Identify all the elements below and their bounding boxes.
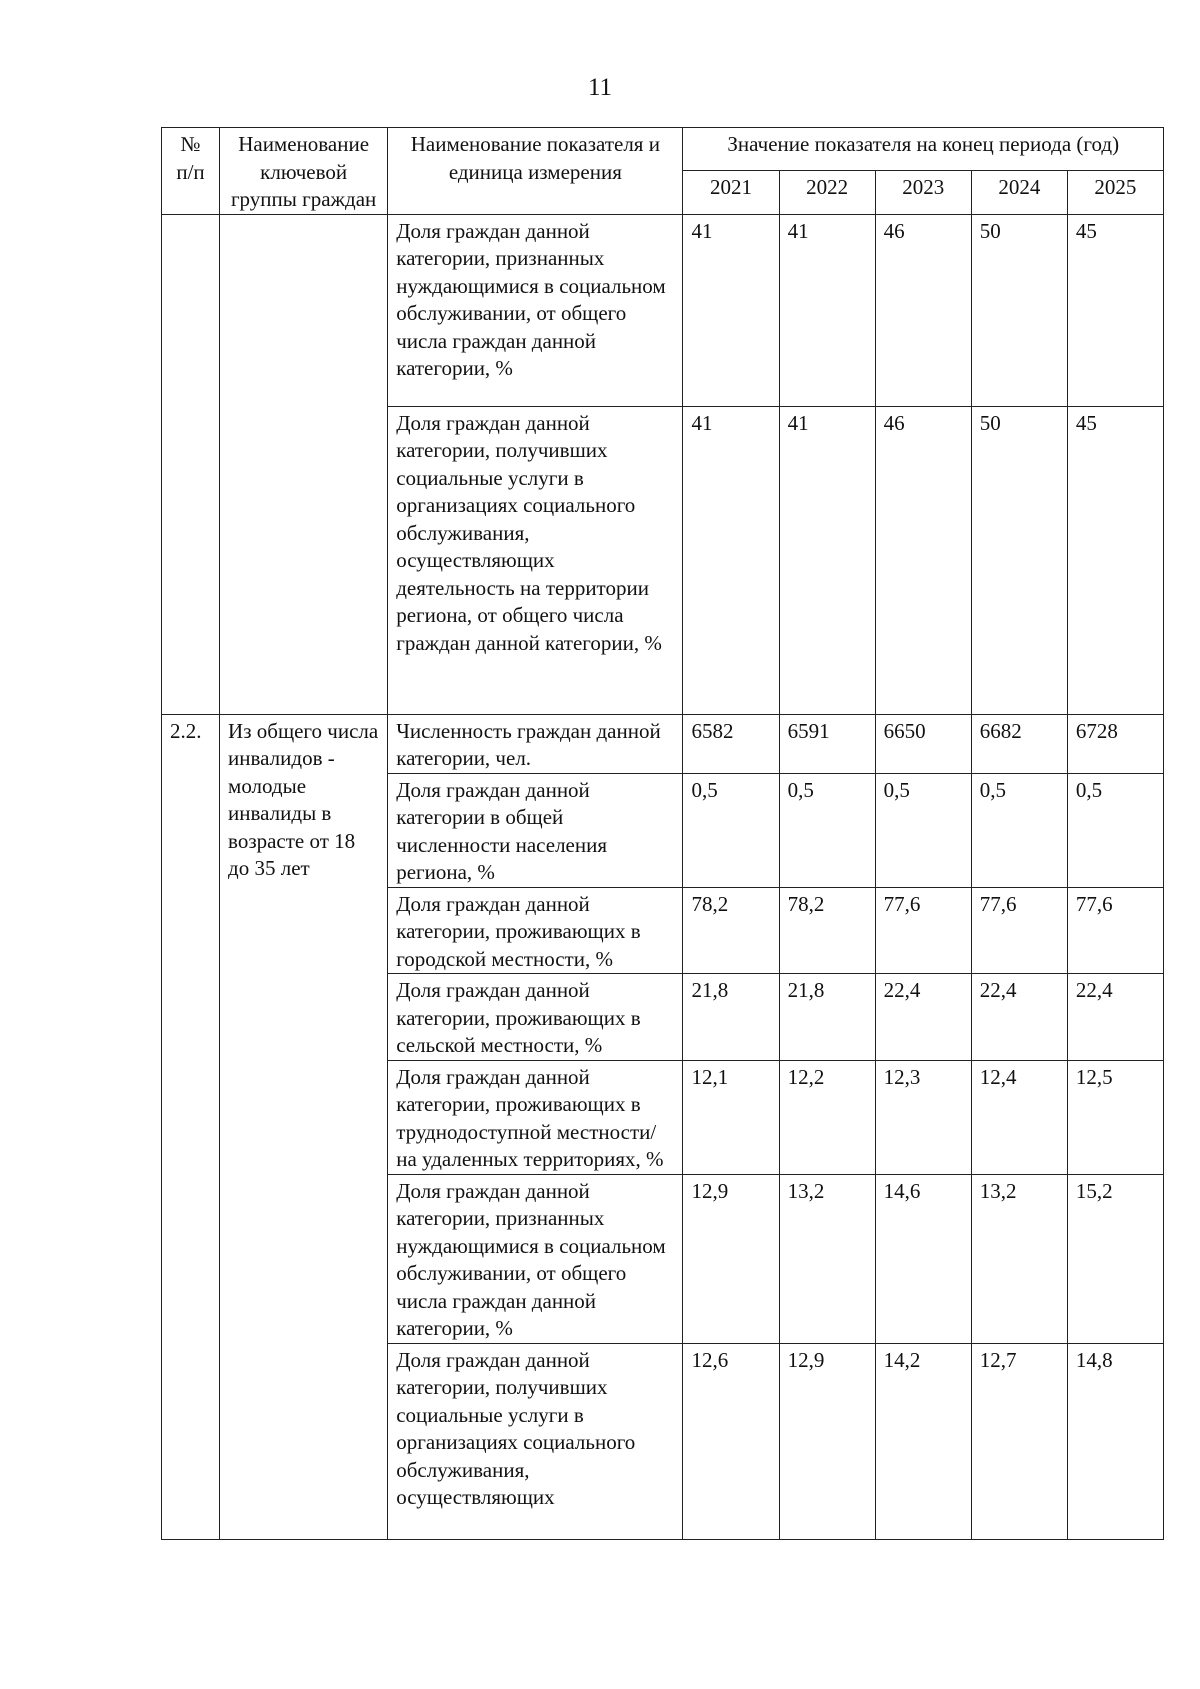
value-cell: 6728	[1067, 714, 1163, 773]
table-row	[162, 714, 1164, 773]
header-year: 2024	[971, 171, 1067, 214]
value-cell: 46	[875, 406, 971, 714]
group-cell-empty	[220, 214, 388, 714]
header-row	[162, 128, 1164, 171]
value-cell: 12,7	[971, 1343, 1067, 1539]
value-cell: 45	[1067, 406, 1163, 714]
header-year: 2022	[779, 171, 875, 214]
value-cell: 15,2	[1067, 1174, 1163, 1343]
value-cell: 0,5	[1067, 773, 1163, 887]
value-cell: 21,8	[683, 974, 779, 1061]
indicator-cell: Численность граждан данной категории, чел.	[388, 714, 683, 773]
indicator-cell: Доля граждан данной категории, проживающих в городской местности, %	[388, 887, 683, 974]
header-indicator: Наименование показателя и единица измерения	[388, 128, 683, 215]
header-group: Наименование ключевой группы граждан	[220, 128, 388, 215]
value-cell: 0,5	[971, 773, 1067, 887]
indicator-cell: Доля граждан данной категории в общей численности населения региона, %	[388, 773, 683, 887]
table-row	[162, 214, 1164, 406]
header-year: 2025	[1067, 171, 1163, 214]
value-cell: 50	[971, 406, 1067, 714]
value-cell: 12,5	[1067, 1060, 1163, 1174]
value-cell: 6650	[875, 714, 971, 773]
indicator-cell: Доля граждан данной категории, проживающих в труднодоступной местности/на удаленных территориях, %	[388, 1060, 683, 1174]
value-cell: 14,2	[875, 1343, 971, 1539]
indicator-cell: Доля граждан данной категории, получивших социальные услуги в организациях социального обслуживания, осуществляющих	[388, 1343, 683, 1539]
header-year: 2021	[683, 171, 779, 214]
indicator-cell: Доля граждан данной категории, признанных нуждающимися в социальном обслуживании, от общего числа граждан данной категории, %	[388, 214, 683, 406]
value-cell: 78,2	[779, 887, 875, 974]
header-period: Значение показателя на конец периода (год)	[683, 128, 1164, 171]
value-cell: 12,9	[683, 1174, 779, 1343]
page-number: 11	[587, 74, 613, 101]
value-cell: 45	[1067, 214, 1163, 406]
value-cell: 12,9	[779, 1343, 875, 1539]
value-cell: 77,6	[971, 887, 1067, 974]
indicator-cell: Доля граждан данной категории, получивших социальные услуги в организациях социального обслуживания, осуществляющих деятельность на территории региона, от общего числа граждан данной категории, %	[388, 406, 683, 714]
value-cell: 14,6	[875, 1174, 971, 1343]
value-cell: 41	[779, 406, 875, 714]
value-cell: 22,4	[875, 974, 971, 1061]
value-cell: 13,2	[779, 1174, 875, 1343]
value-cell: 14,8	[1067, 1343, 1163, 1539]
value-cell: 46	[875, 214, 971, 406]
value-cell: 12,3	[875, 1060, 971, 1174]
section-group-name: Из общего числа инвалидов - молодые инвалиды в возрасте от 18 до 35 лет	[220, 714, 388, 1539]
value-cell: 41	[683, 214, 779, 406]
value-cell: 13,2	[971, 1174, 1067, 1343]
indicator-cell: Доля граждан данной категории, признанных нуждающимися в социальном обслуживании, от общего числа граждан данной категории, %	[388, 1174, 683, 1343]
value-cell: 12,1	[683, 1060, 779, 1174]
num-cell-empty	[162, 214, 220, 714]
header-year: 2023	[875, 171, 971, 214]
value-cell: 41	[779, 214, 875, 406]
value-cell: 12,6	[683, 1343, 779, 1539]
value-cell: 21,8	[779, 974, 875, 1061]
value-cell: 0,5	[875, 773, 971, 887]
value-cell: 12,4	[971, 1060, 1067, 1174]
value-cell: 6682	[971, 714, 1067, 773]
indicators-table	[161, 127, 1164, 1540]
value-cell: 22,4	[1067, 974, 1163, 1061]
value-cell: 78,2	[683, 887, 779, 974]
value-cell: 22,4	[971, 974, 1067, 1061]
indicator-cell: Доля граждан данной категории, проживающих в сельской местности, %	[388, 974, 683, 1061]
value-cell: 77,6	[875, 887, 971, 974]
value-cell: 6591	[779, 714, 875, 773]
header-num: № п/п	[162, 128, 220, 215]
value-cell: 41	[683, 406, 779, 714]
section-number: 2.2.	[162, 714, 220, 1539]
value-cell: 0,5	[779, 773, 875, 887]
value-cell: 12,2	[779, 1060, 875, 1174]
value-cell: 77,6	[1067, 887, 1163, 974]
value-cell: 6582	[683, 714, 779, 773]
value-cell: 0,5	[683, 773, 779, 887]
value-cell: 50	[971, 214, 1067, 406]
